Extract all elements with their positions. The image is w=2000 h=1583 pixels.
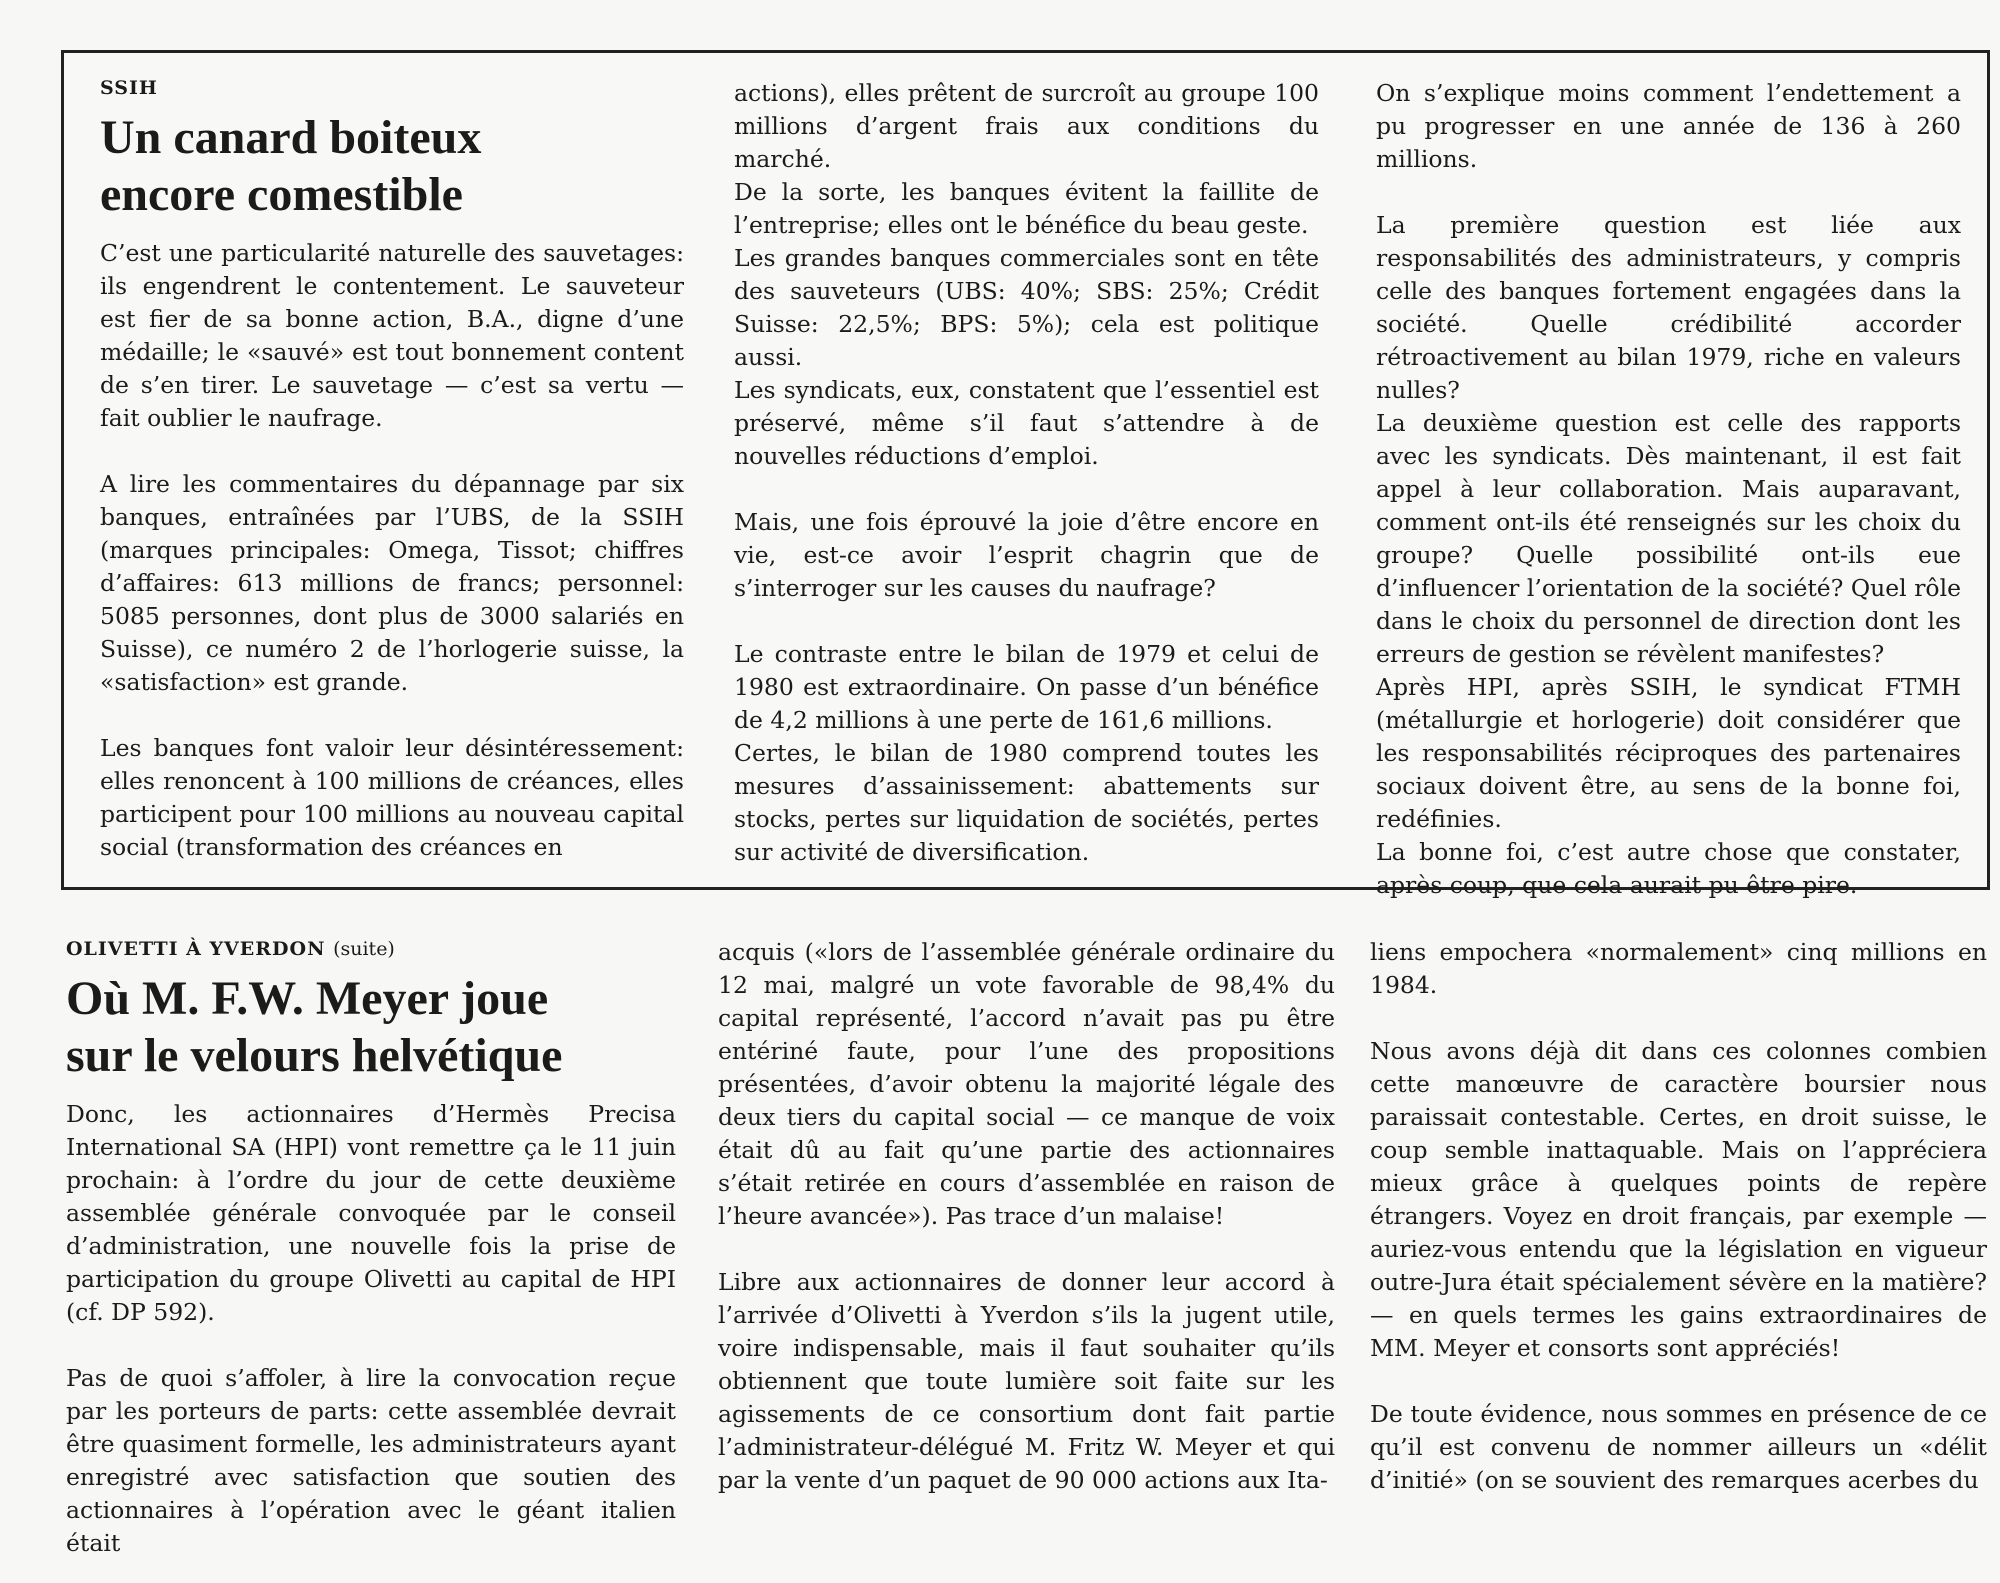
paragraph: Les syndicats, eux, constatent que l’essentiel est préservé, même s’il faut s’attendre à de nouvelles réductions d’emploi. (734, 376, 1319, 470)
article-olivetti-column-3 (1370, 936, 1987, 1497)
paragraph: liens empochera «normalement» cinq millions en 1984. (1370, 938, 1987, 999)
article-olivetti-column-2 (718, 936, 1335, 1497)
article-olivetti-kicker (66, 936, 676, 962)
article-olivetti-headline (66, 970, 676, 1084)
headline-line: encore comestible (100, 168, 463, 221)
paragraph: A lire les commentaires du dépannage par six banques, entraînées par l’UBS, de la SSIH (marques principales: Omega, Tissot; chiffres d’affaires: 613 millions de francs; personnel: 5085 personnes, dont plus de 3000 salariés en Suisse), ce numéro 2 de l’horlogerie suisse, la «satisfaction» est grande. (100, 470, 684, 696)
paragraph: Nous avons déjà dit dans ces colonnes combien cette manœuvre de caractère boursier nous paraissait contestable. Certes, en droit suisse, le coup semble inattaquable. Mais on l’appréciera mieux grâce à quelques points de repère étrangers. Voyez en droit français, par exemple — auriez-vous entendu que la législation en vigueur outre-Jura était spécialement sévère en la matière? — en quels termes les gains extraordinaires de MM. Meyer et consorts sont appréciés! (1370, 1037, 1987, 1362)
headline-line: sur le velours helvétique (66, 1029, 563, 1082)
article-ssih-headline (100, 109, 684, 223)
paragraph: Pas de quoi s’affoler, à lire la convocation reçue par les porteurs de parts: cette assemblée devrait être quasiment formelle, les administrateurs ayant enregistré avec satisfaction que soutien des actionnaires à l’opération avec le géant italien était (66, 1364, 676, 1557)
article-ssih-column-2 (734, 77, 1319, 869)
paragraph: Donc, les actionnaires d’Hermès Precisa International SA (HPI) vont remettre ça le 11 juin prochain: à l’ordre du jour de cette deuxième assemblée générale convoquée par le conseil d’administration, une nouvelle fois la prise de participation du groupe Olivetti au capital de HPI (cf. DP 592). (66, 1100, 676, 1326)
paragraph: La première question est liée aux responsabilités des administrateurs, y compris celle des banques fortement engagées dans la société. Quelle crédibilité accorder rétroactivement au bilan 1979, riche en valeurs nulles? (1376, 211, 1961, 404)
paragraph: actions), elles prêtent de surcroît au groupe 100 millions d’argent frais aux conditions du marché. (734, 79, 1319, 173)
paragraph: De la sorte, les banques évitent la faillite de l’entreprise; elles ont le bénéfice du beau geste. (734, 178, 1319, 239)
paragraph: acquis («lors de l’assemblée générale ordinaire du 12 mai, malgré un vote favorable de 98,4% du capital représenté, l’accord n’avait pas pu être entériné faute, pour l’une des propositions présentées, d’avoir obtenu la majorité légale des deux tiers du capital social — ce manque de voix était dû au fait qu’une partie des actionnaires s’était retirée en cours d’assemblée en raison de l’heure avancée»). Pas trace d’un malaise! (718, 938, 1335, 1230)
kicker-suffix: (suite) (333, 938, 395, 960)
article-ssih-kicker: SSIH (100, 77, 158, 99)
headline-line: Un canard boiteux (100, 111, 482, 164)
paragraph: De toute évidence, nous sommes en présence de ce qu’il est convenu de nommer ailleurs un «délit d’initié» (on se souvient des remarques acerbes du (1370, 1400, 1987, 1494)
paragraph: Libre aux actionnaires de donner leur accord à l’arrivée d’Olivetti à Yverdon s’ils la jugent utile, voire indispensable, mais il faut souhaiter qu’ils obtiennent que toute lumière soit faite sur les agissements de ce consortium dont fait partie l’administrateur-délégué M. Fritz W. Meyer et qui par la vente d’un paquet de 90 000 actions aux Ita- (718, 1268, 1335, 1494)
article-ssih-box (61, 50, 1990, 899)
paragraph: Certes, le bilan de 1980 comprend toutes les mesures d’assainissement: abattements sur stocks, pertes sur liquidation de sociétés, pertes sur activité de diversification. (734, 739, 1319, 866)
article-ssih-column-1 (100, 75, 684, 864)
paragraph: La bonne foi, c’est autre chose que constater, après coup, que cela aurait pu être pire. (1376, 838, 1961, 899)
paragraph: Après HPI, après SSIH, le syndicat FTMH (métallurgie et horlogerie) doit considérer que les responsabilités réciproques des partenaires sociaux doivent être, au sens de la bonne foi, redéfinies. (1376, 673, 1961, 833)
kicker-title: OLIVETTI À YVERDON (66, 938, 326, 960)
paragraph: Mais, une fois éprouvé la joie d’être encore en vie, est-ce avoir l’esprit chagrin que de s’interroger sur les causes du naufrage? (734, 508, 1319, 602)
paragraph: On s’explique moins comment l’endettement a pu progresser en une année de 136 à 260 millions. (1376, 79, 1961, 173)
paragraph: Le contraste entre le bilan de 1979 et celui de 1980 est extraordinaire. On passe d’un bénéfice de 4,2 millions à une perte de 161,6 millions. (734, 640, 1319, 734)
headline-line: Où M. F.W. Meyer joue (66, 972, 549, 1025)
article-ssih-column-3 (1376, 77, 1961, 902)
paragraph: La deuxième question est celle des rapports avec les syndicats. Dès maintenant, il est fait appel à leur collaboration. Mais auparavant, comment ont-ils été renseignés sur les choix du groupe? Quelle possibilité ont-ils eue d’influencer l’orientation de la société? Quel rôle dans le choix du personnel de direction dont les erreurs de gestion se révèlent manifestes? (1376, 409, 1961, 668)
paragraph: Les grandes banques commerciales sont en tête des sauveteurs (UBS: 40%; SBS: 25%; Crédit Suisse: 22,5%; BPS: 5%); cela est politique aussi. (734, 244, 1319, 371)
article-olivetti-column-1 (66, 936, 676, 1560)
paragraph: Les banques font valoir leur désintéressement: elles renoncent à 100 millions de créances, elles participent pour 100 millions au nouveau capital social (transformation des créances en (100, 734, 684, 861)
paragraph: C’est une particularité naturelle des sauvetages: ils engendrent le contentement. Le sauveteur est fier de sa bonne action, B.A., digne d’une médaille; le «sauvé» est tout bonnement content de s’en tirer. Le sauvetage — c’est sa vertu — fait oublier le naufrage. (100, 239, 684, 432)
